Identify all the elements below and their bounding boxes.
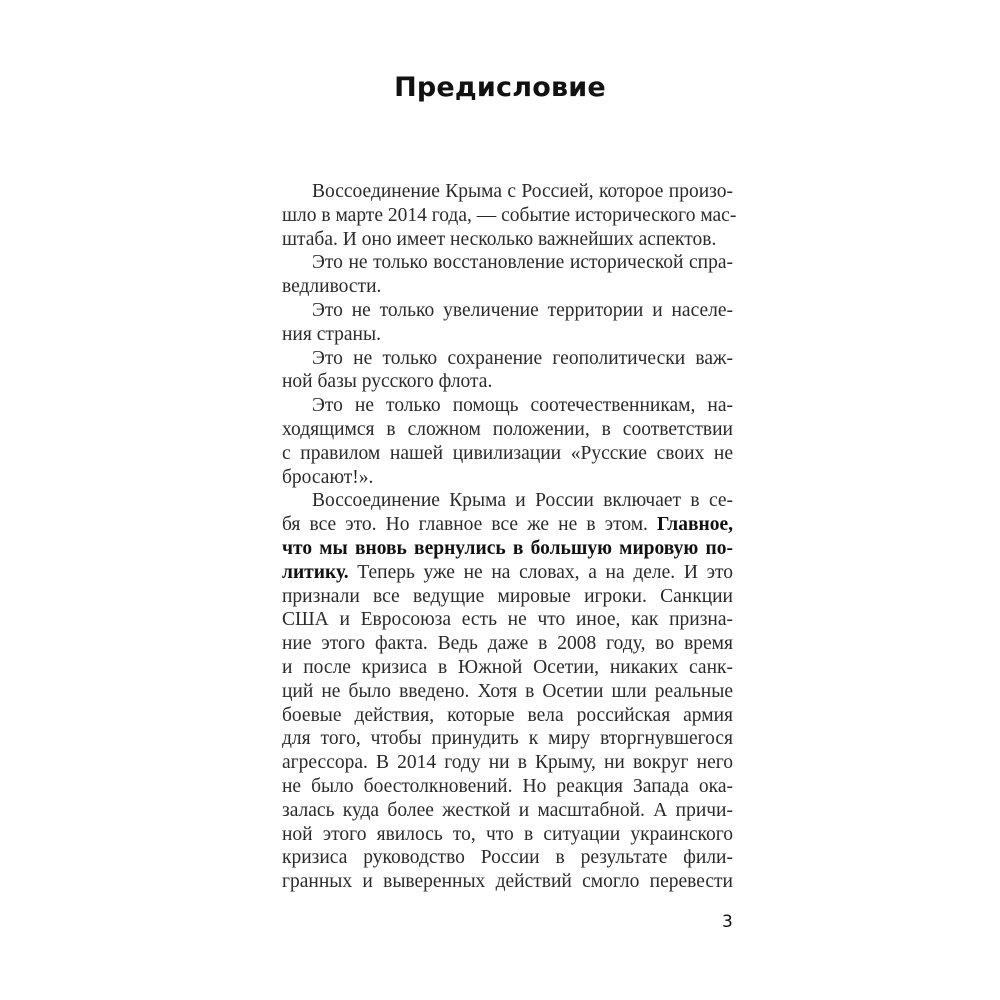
text-segment: шло в марте 2014 года, — событие исторического мас- [282, 204, 737, 226]
text-segment: агрессора. В 2014 году ни в Крыму, ни вокруг него [282, 752, 733, 774]
bold-text-segment: литику. [282, 561, 349, 583]
text-line [282, 751, 733, 775]
bold-text-segment: что мы вновь вернулись в большую мировую по- [282, 537, 733, 559]
text-line [282, 561, 733, 585]
text-line [282, 394, 733, 418]
text-segment: кризиса руководство России в результате фили- [282, 847, 733, 869]
text-segment: Это не только увеличение территории и населе- [312, 299, 733, 321]
text-line [282, 323, 733, 347]
text-line [282, 680, 733, 704]
text-line [282, 704, 733, 728]
body-text [282, 180, 737, 894]
text-line [282, 585, 733, 609]
text-line [282, 608, 733, 632]
text-line [282, 180, 733, 204]
text-segment: Воссоединение Крыма и России включает в се- [312, 490, 733, 512]
text-segment: ной базы русского флота. [282, 371, 493, 393]
text-segment: залась куда более жесткой и масштабной. А причи- [282, 799, 733, 821]
text-line [282, 275, 733, 299]
text-line [282, 537, 733, 561]
text-segment: ной этого явилось то, что в ситуации украинского [282, 823, 733, 845]
bold-text-segment: Главное, [657, 514, 733, 536]
text-segment: Это не только помощь соотечественникам, на- [312, 395, 733, 417]
text-segment: бросают!». [282, 466, 374, 488]
text-line [282, 656, 733, 680]
text-segment: США и Евросоюза есть не что иное, как призна- [282, 609, 733, 631]
text-line [282, 870, 733, 894]
text-segment: ций не было введено. Хотя в Осетии шли реальные [282, 680, 733, 702]
text-line [282, 799, 733, 823]
text-line [282, 489, 733, 513]
text-segment: и после кризиса в Южной Осетии, никаких санк- [282, 656, 733, 678]
text-segment: ведливости. [282, 276, 382, 298]
text-segment: ходящимся в сложном положении, в соответствии [282, 418, 733, 440]
text-line [282, 513, 733, 537]
text-line [282, 727, 733, 751]
text-segment: гранных и выверенных действий смогло перевести [282, 871, 733, 893]
text-line [282, 299, 733, 323]
text-segment: боевые действия, которые вела российская армия [282, 704, 733, 726]
text-line [282, 632, 733, 656]
page-title: Предисловие [394, 72, 606, 103]
text-line [282, 347, 733, 371]
text-line [282, 442, 733, 466]
text-segment: Теперь уже не на словах, а на деле. И это [348, 561, 733, 583]
text-line [282, 846, 733, 870]
text-line [282, 251, 733, 275]
page-number: 3 [722, 912, 733, 932]
text-segment: Воссоединение Крыма с Россией, которое произо- [312, 181, 733, 202]
text-line [282, 466, 733, 490]
text-segment: ние этого факта. Ведь даже в 2008 году, во время [282, 633, 733, 655]
text-segment: ния страны. [282, 323, 381, 345]
text-segment: Это не только восстановление исторической спра- [312, 252, 733, 274]
text-segment: Это не только сохранение геополитически важ- [312, 347, 733, 369]
text-line [282, 204, 737, 228]
text-segment: бя все это. Но главное все же не в этом. [282, 514, 658, 536]
text-line [282, 775, 733, 799]
text-line [282, 823, 733, 847]
text-line [282, 418, 733, 442]
text-segment: для того, чтобы принудить к миру вторгнувшегося [282, 728, 733, 750]
text-segment: штаба. И оно имеет несколько важнейших аспектов. [282, 228, 717, 250]
text-segment: не было боестолкновений. Но реакция Запада ока- [282, 775, 733, 797]
text-line [282, 370, 733, 394]
text-segment: с правилом нашей цивилизации «Русские своих не [282, 442, 733, 464]
text-segment: признали все ведущие мировые игроки. Санкции [282, 585, 733, 607]
text-line [282, 228, 733, 252]
